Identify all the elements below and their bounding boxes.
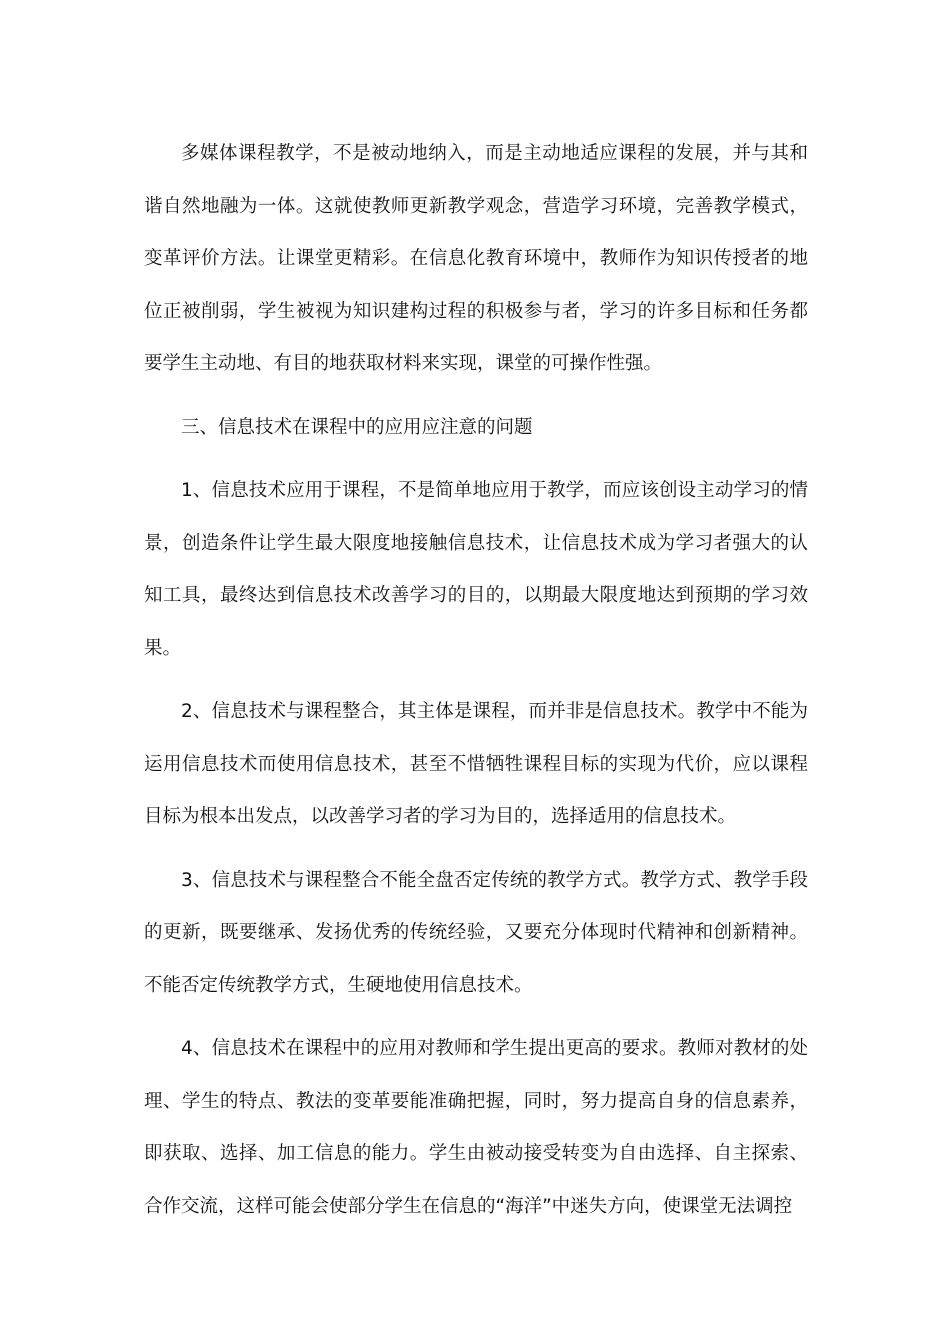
section-heading-3: 三、信息技术在课程中的应用应注意的问题 [181,416,533,438]
paragraph-point-4: 4、信息技术在课程中的应用对教师和学生提出更高的要求。教师对教材的处理、学生的特点、教法的变革要能准确把握，同时，努力提高自身的信息素养，即获取、选择、加工信息的能力。学生由被动接受转变为自由选择、自主探索、合作交流，这样可能会使部分学生在信息的“海洋”中迷失方向，使课堂无法调控 [144,1038,808,1217]
paragraph-point-1: 1、信息技术应用于课程，不是简单地应用于教学，而应该创设主动学习的情景，创造条件让学生最大限度地接触信息技术，让信息技术成为学习者强大的认知工具，最终达到信息技术改善学习的目的，以期最大限度地达到预期的学习效果。 [144,480,808,659]
paragraph-point-2: 2、信息技术与课程整合，其主体是课程，而并非是信息技术。教学中不能为运用信息技术而使用信息技术，甚至不惜牺牲课程目标的实现为代价，应以课程目标为根本出发点，以改善学习者的学习为目的，选择适用的信息技术。 [144,701,808,827]
document-body [144,128,808,1244]
paragraph-multimedia-teaching: 多媒体课程教学，不是被动地纳入，而是主动地适应课程的发展，并与其和谐自然地融为一体。这就使教师更新教学观念，营造学习环境，完善教学模式，变革评价方法。让课堂更精彩。在信息化教育环境中，教师作为知识传授者的地位正被削弱，学生被视为知识建构过程的积极参与者，学习的许多目标和任务都要学生主动地、有目的地获取材料来实现，课堂的可操作性强。 [144,143,808,374]
paragraph-point-3: 3、信息技术与课程整合不能全盘否定传统的教学方式。教学方式、教学手段的更新，既要继承、发扬优秀的传统经验，又要充分体现时代精神和创新精神。不能否定传统教学方式，生硬地使用信息技术。 [144,869,808,996]
